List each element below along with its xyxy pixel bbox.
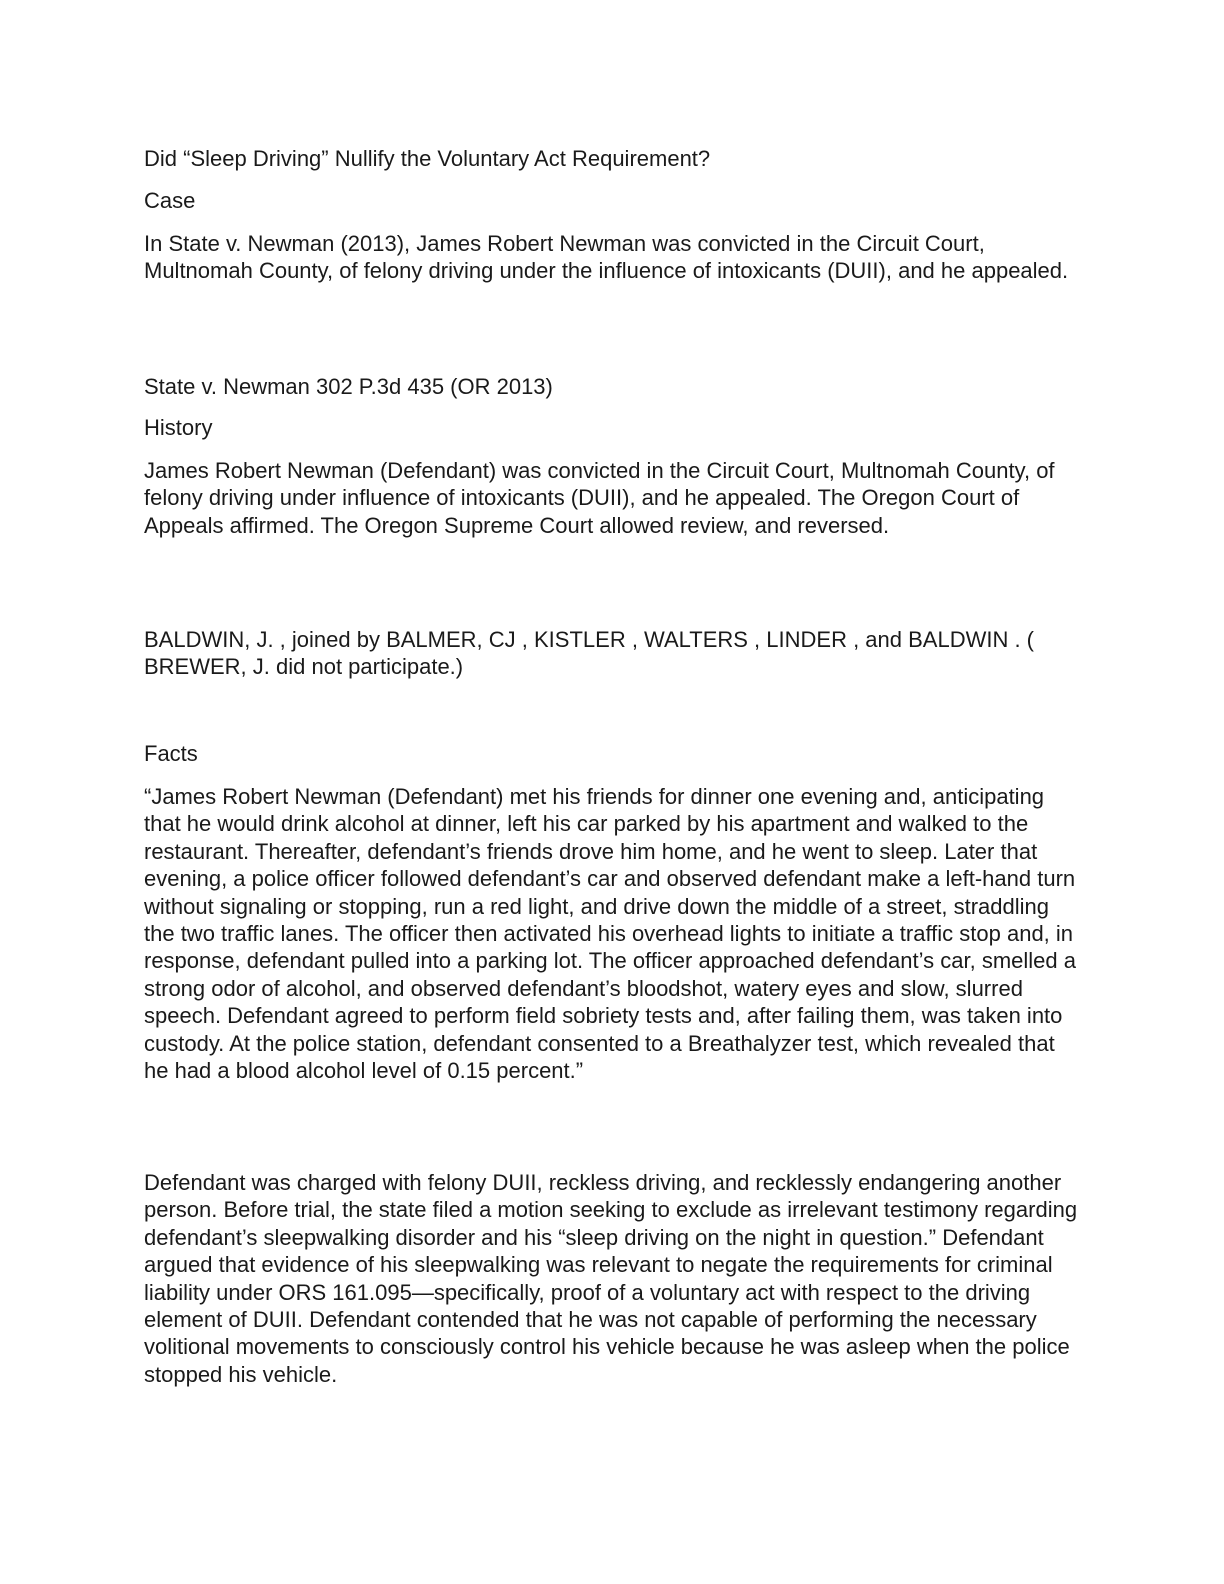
document-title: Did “Sleep Driving” Nullify the Voluntary Act Requirement? bbox=[144, 146, 711, 171]
judges-paragraph: BALDWIN, J. , joined by BALMER, CJ , KISTLER , WALTERS , LINDER , and BALDWIN . ( BREWER, J. did not participate.) bbox=[144, 627, 1035, 680]
facts-charge-paragraph: Defendant was charged with felony DUII, reckless driving, and recklessly endangering another person. Before trial, the state filed a motion seeking to exclude as irrelevant testimony regarding defendant’s sleepwalking disorder and his “sleep driving on the night in question.” Defendant argued that evidence of his sleepwalking was relevant to negate the requirements for criminal liability under ORS 161.095—specifically, proof of a voluntary act with respect to the driving element of DUII. Defendant contended that he was not capable of performing the necessary volitional movements to consciously control his vehicle because he was asleep when the police stopped his vehicle. bbox=[144, 1170, 1078, 1387]
case-citation: State v. Newman 302 P.3d 435 (OR 2013) bbox=[144, 374, 553, 399]
facts-quote-paragraph: “James Robert Newman (Defendant) met his friends for dinner one evening and, anticipating that he would drink alcohol at dinner, left his car parked by his apartment and walked to the restaurant. Thereafter, defendant’s friends drove him home, and he went to sleep. Later that evening, a police officer followed defendant’s car and observed defendant make a left-hand turn without signaling or stopping, run a red light, and drive down the middle of a street, straddling the two traffic lanes. The officer then activated his overhead lights to initiate a traffic stop and, in response, defendant pulled into a parking lot. The officer approached defendant’s car, smelled a strong odor of alcohol, and observed defendant’s bloodshot, watery eyes and slow, slurred speech. Defendant agreed to perform field sobriety tests and, after failing them, was taken into custody. At the police station, defendant consented to a Breathalyzer test, which revealed that he had a blood alcohol level of 0.15 percent.” bbox=[144, 784, 1076, 1084]
case-paragraph: In State v. Newman (2013), James Robert Newman was convicted in the Circuit Court, Multnomah County, of felony driving under the influence of intoxicants (DUII), and he appealed. bbox=[144, 231, 1069, 284]
history-heading: History bbox=[144, 415, 213, 440]
history-paragraph: James Robert Newman (Defendant) was convicted in the Circuit Court, Multnomah County, of felony driving under influence of intoxicants (DUII), and he appealed. The Oregon Court of Appeals affirmed. The Oregon Supreme Court allowed review, and reversed. bbox=[144, 458, 1055, 538]
case-heading: Case bbox=[144, 188, 196, 213]
facts-heading: Facts bbox=[144, 741, 198, 766]
